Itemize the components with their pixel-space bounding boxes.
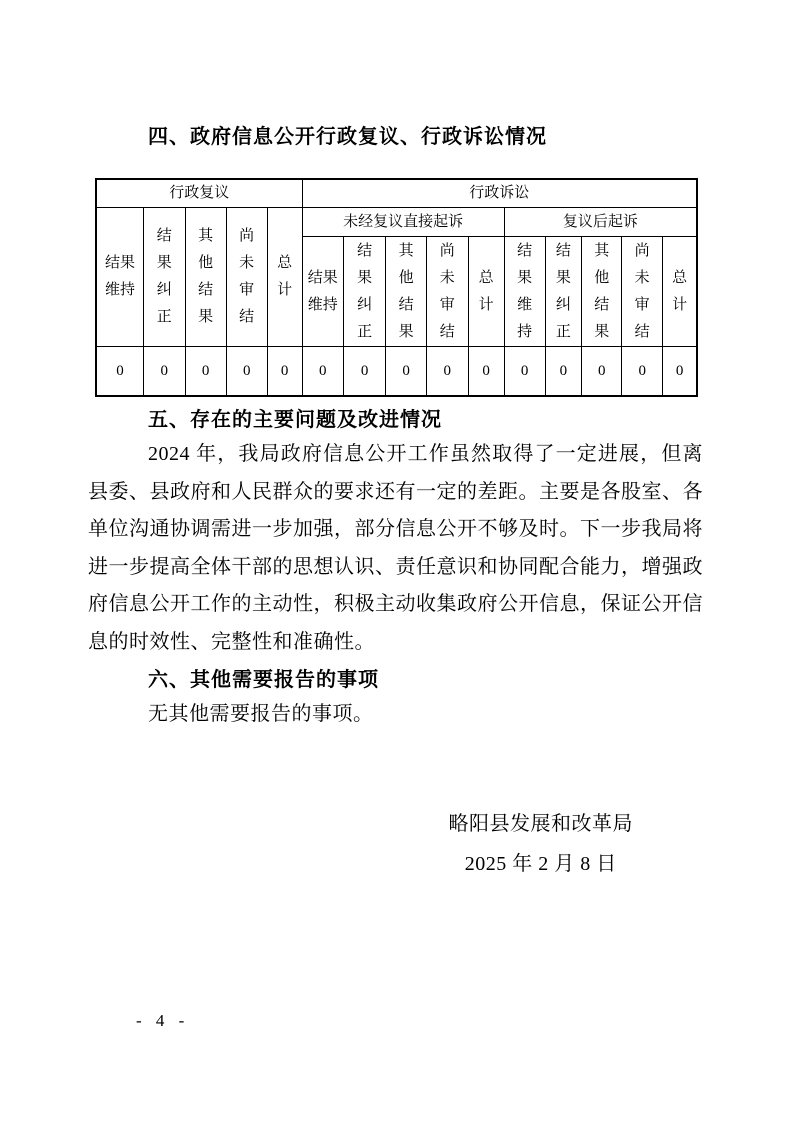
col-header-review-result-corrected: 结 果 纠 正 (144, 208, 186, 347)
col-header-direct-other-result: 其 他 结 果 (386, 237, 427, 347)
subheader-direct-lawsuit: 未经复议直接起诉 (302, 208, 504, 237)
value-cell: 0 (96, 347, 144, 397)
section-five-heading: 五、存在的主要问题及改进情况 (148, 409, 442, 431)
col-header-after-result-upheld: 结 果 维 持 (504, 237, 545, 347)
section-six-heading: 六、其他需要报告的事项 (148, 669, 379, 691)
col-header-direct-pending: 尚 未 审 结 (427, 237, 469, 347)
col-header-direct-total: 总 计 (468, 237, 504, 347)
value-cell: 0 (144, 347, 186, 397)
value-cell: 0 (427, 347, 469, 397)
section-five-paragraph: 2024 年，我局政府信息公开工作虽然取得了一定进展，但离县委、县政府和人民群众的要求还有一定的差距。主要是各股室、各单位沟通协调需进一步加强，部分信息公开不够及时。下一步我局将进一步提高全体干部的思想认识、责任意识和协同配合能力，增强政府信息公开工作的主动性，积极主动收集政府公开信息，保证公开信息的时效性、完整性和准确性。 (88, 443, 703, 653)
page-number: - 4 - (136, 1011, 187, 1030)
value-cell: 0 (267, 347, 302, 397)
value-cell: 0 (226, 347, 267, 397)
col-header-direct-result-upheld: 结果 维持 (302, 237, 344, 347)
col-header-after-result-corrected: 结 果 纠 正 (545, 237, 582, 347)
value-cell: 0 (386, 347, 427, 397)
value-cell: 0 (622, 347, 663, 397)
value-cell: 0 (663, 347, 697, 397)
signature-block (449, 804, 634, 884)
col-header-review-other-result: 其 他 结 果 (185, 208, 226, 347)
col-header-review-total: 总 计 (267, 208, 302, 347)
col-header-review-pending: 尚 未 审 结 (226, 208, 267, 347)
value-cell: 0 (302, 347, 344, 397)
header-administrative-review: 行政复议 (96, 179, 302, 208)
col-header-review-result-upheld: 结果 维持 (96, 208, 144, 347)
signature-organization: 略阳县发展和改革局 (448, 812, 633, 835)
value-cell: 0 (185, 347, 226, 397)
col-header-after-pending: 尚 未 审 结 (622, 237, 663, 347)
section-six-paragraph: 无其他需要报告的事项。 (148, 703, 374, 725)
col-header-direct-result-corrected: 结 果 纠 正 (344, 237, 386, 347)
subheader-lawsuit-after-review: 复议后起诉 (504, 208, 697, 237)
value-cell: 0 (504, 347, 545, 397)
header-administrative-lawsuit: 行政诉讼 (302, 179, 697, 208)
section-four-heading: 四、政府信息公开行政复议、行政诉讼情况 (148, 126, 547, 148)
review-lawsuit-statistics-table (95, 178, 698, 397)
value-cell: 0 (545, 347, 582, 397)
col-header-after-total: 总 计 (663, 237, 697, 347)
value-cell: 0 (582, 347, 622, 397)
value-cell: 0 (468, 347, 504, 397)
signature-date: 2025 年 2 月 8 日 (464, 852, 617, 875)
value-cell: 0 (344, 347, 386, 397)
col-header-after-other-result: 其 他 结 果 (582, 237, 622, 347)
